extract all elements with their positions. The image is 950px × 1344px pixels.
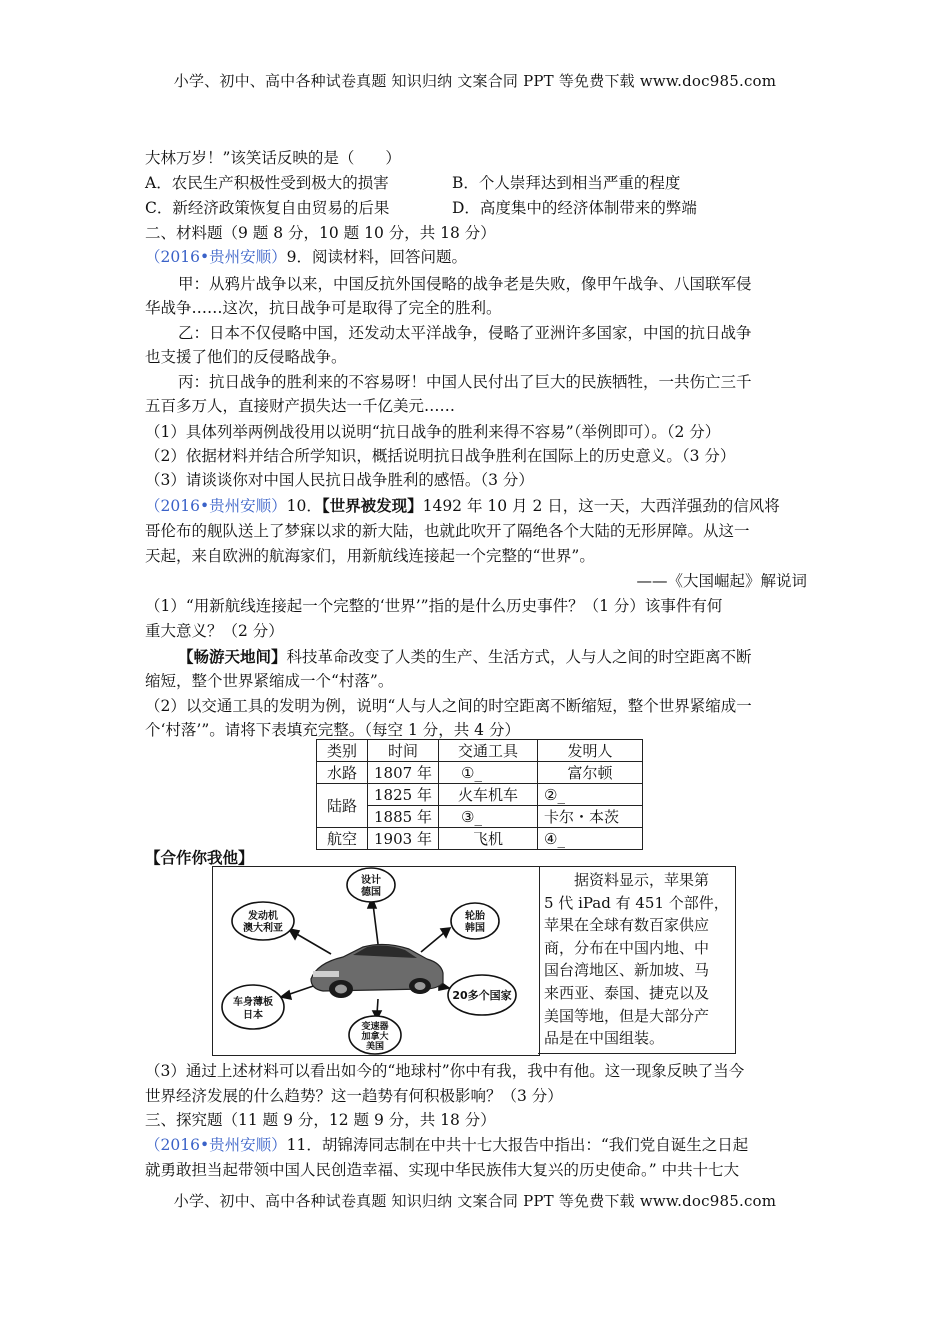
section-2-heading: 二、材料题（9 题 8 分，10 题 10 分，共 18 分） xyxy=(145,224,496,242)
q9-sub-2: （2）依据材料并结合所学知识，概括说明抗日战争胜利在国际上的历史意义。（3 分） xyxy=(145,447,736,465)
q9-yi-2: 也支援了他们的反侵略战争。 xyxy=(145,348,347,366)
q9-title: 9．阅读材料，回答问题。 xyxy=(286,248,467,266)
q11-line-1 xyxy=(145,1133,748,1155)
q9-jia-2: 华战争……这次，抗日战争可是取得了完全的胜利。 xyxy=(145,299,502,317)
q9-bing-2: 五百多万人，直接财产损失达一千亿美元…… xyxy=(145,397,456,415)
q10-para1-b: 哥伦布的舰队送上了梦寐以求的新大陆，也就此吹开了隔绝各个大陆的无形屏障。从这一 xyxy=(145,522,750,540)
q9-sub-3: （3）请谈谈你对中国人民抗日战争胜利的感悟。（3 分） xyxy=(145,471,534,489)
ipad-text-box xyxy=(538,866,736,1054)
q10-quote-source: ——《大国崛起》解说词 xyxy=(636,572,807,590)
table-cell: 飞机 xyxy=(439,828,538,850)
arrow-design xyxy=(373,904,378,944)
table-cell: 1903 年 xyxy=(368,828,439,850)
q10-tag-coop: 【合作你我他】 xyxy=(145,848,254,867)
box-line: 国台湾地区、新加坡、马 xyxy=(544,961,710,980)
q10-source: （2016•贵州安顺） xyxy=(145,497,287,515)
label-design-2: 德国 xyxy=(361,887,381,898)
q10-sub1-a: （1）“用新航线连接起一个完整的‘世界’”指的是什么历史事件？（1 分）该事件有何 xyxy=(145,597,723,615)
label-body-1: 车身薄板 xyxy=(233,997,273,1008)
q10-sub2-b: 个‘村落’”。请将下表填充完整。（每空 1 分，共 4 分） xyxy=(145,721,520,739)
table-header-cell: 发明人 xyxy=(538,740,643,762)
table-header-cell: 类别 xyxy=(317,740,368,762)
q10-para1-a: 1492 年 10 月 2 日，这一天，大西洋强劲的信风将 xyxy=(422,497,780,515)
q10-tag-world: 【世界被发现】 xyxy=(321,496,423,515)
q11-text-a: 11．胡锦涛同志制在中共十七大报告中指出：“我们党自诞生之日起 xyxy=(286,1136,749,1154)
box-line: 5 代 iPad 有 451 个部件， xyxy=(544,893,729,912)
q9-jia-1: 甲：从鸦片战争以来，中国反抗外国侵略的战争老是失败，像甲午战争、八国联军侵 xyxy=(178,275,752,293)
q8-option-d: D．高度集中的经济体制带来的弊端 xyxy=(452,199,697,217)
label-trans-1: 变速器 xyxy=(361,1022,389,1032)
table-cell: 1825 年 xyxy=(368,784,439,806)
transport-table xyxy=(316,739,643,850)
table-cell: 陆路 xyxy=(317,784,368,828)
table-blank-cell: ①_ xyxy=(439,762,538,784)
table-row xyxy=(317,784,643,806)
arrow-tyre xyxy=(421,932,445,952)
table-row xyxy=(317,762,643,784)
q10-sub2-a: （2）以交通工具的发明为例，说明“人与人之间的时空距离不断缩短，整个世界紧缩成一 xyxy=(145,697,752,715)
table-cell: 1885 年 xyxy=(368,806,439,828)
q8-option-c: C．新经济政策恢复自由贸易的后果 xyxy=(145,199,390,217)
box-line: 来西亚、泰国、捷克以及 xyxy=(544,983,710,1002)
table-header-cell: 交通工具 xyxy=(439,740,538,762)
q9-title-line xyxy=(145,245,467,267)
table-cell: 卡尔・本茨 xyxy=(538,806,643,828)
car-icon xyxy=(311,944,443,998)
q8-option-b: B．个人崇拜达到相当严重的程度 xyxy=(452,174,681,192)
box-line: 美国等地，但是大部分产 xyxy=(544,1006,710,1025)
q9-source: （2016•贵州安顺） xyxy=(145,248,287,266)
box-line: 品是在中国组装。 xyxy=(544,1029,665,1048)
q9-sub-1: （1）具体列举两例战役用以说明“抗日战争的胜利来得不容易”（举例即可）。（2 分） xyxy=(145,423,721,441)
label-20-countries: 20多个国家 xyxy=(452,989,512,1002)
table-cell: 水路 xyxy=(317,762,368,784)
table-blank-cell: ④_ xyxy=(538,828,643,850)
q11-text-b: 就勇敢担当起带领中国人民创造幸福、实现中华民族伟大复兴的历史使命。” 中共十七大 xyxy=(145,1161,740,1179)
q8-stem: 大林万岁！”该笑话反映的是（ ） xyxy=(145,149,401,167)
table-header-cell: 时间 xyxy=(368,740,439,762)
q10-sub1-b: 重大意义？（2 分） xyxy=(145,622,284,640)
label-tyre-2: 韩国 xyxy=(465,923,485,934)
q10-para2-b: 缩短，整个世界紧缩成一个“村落”。 xyxy=(145,672,394,690)
section-3-heading: 三、探究题（11 题 9 分，12 题 9 分，共 18 分） xyxy=(145,1111,496,1129)
label-body-2: 日本 xyxy=(243,1010,263,1021)
q10-line-1 xyxy=(145,494,780,516)
table-cell: 富尔顿 xyxy=(538,762,643,784)
label-engine-2: 澳大利亚 xyxy=(243,923,283,934)
table-cell: 火车机车 xyxy=(439,784,538,806)
q10-para1-c: 天起，来自欧洲的航海家们，用新航线连接起一个完整的“世界”。 xyxy=(145,547,595,565)
q10-sub3-a: （3）通过上述材料可以看出如今的“地球村”你中有我，我中有他。这一现象反映了当今 xyxy=(145,1062,745,1080)
arrow-engine xyxy=(295,933,331,954)
q10-sub3-b: 世界经济发展的什么趋势？这一趋势有何积极影响？（3 分） xyxy=(145,1087,563,1105)
q10-para2-a: 科技革命改变了人类的生产、生活方式，人与人之间的时空距离不断 xyxy=(286,648,752,666)
box-line: 商，分布在中国内地、中 xyxy=(544,938,710,957)
arrow-head xyxy=(281,991,291,999)
car-supply-diagram xyxy=(212,866,540,1056)
label-design-1: 设计 xyxy=(361,875,381,886)
label-engine-1: 发动机 xyxy=(248,911,278,922)
box-line: 苹果在全球有数百家供应 xyxy=(544,916,710,935)
label-trans-3: 美国 xyxy=(365,1042,385,1052)
table-cell: 1807 年 xyxy=(368,762,439,784)
page-header: 小学、初中、高中各种试卷真题 知识归纳 文案合同 PPT 等免费下载 www.doc985.com xyxy=(173,72,777,90)
q8-option-a: A．农民生产积极性受到极大的损害 xyxy=(145,174,389,192)
box-line: 据资料显示，苹果第 xyxy=(544,871,710,889)
q10-para2-a-line xyxy=(178,645,752,667)
label-trans-2: 加拿大 xyxy=(361,1032,389,1042)
q9-yi-1: 乙：日本不仅侵略中国，还发动太平洋战争，侵略了亚洲许多国家，中国的抗日战争 xyxy=(178,324,752,342)
q10-number: 10． xyxy=(286,497,322,515)
table-row xyxy=(317,828,643,850)
q9-bing-1: 丙：抗日战争的胜利来的不容易呀！中国人民付出了巨大的民族牺牲，一共伤亡三千 xyxy=(178,373,752,391)
arrow-head xyxy=(441,928,450,937)
table-blank-cell: ②_ xyxy=(538,784,643,806)
table-header-row xyxy=(317,740,643,762)
q11-source: （2016•贵州安顺） xyxy=(145,1136,287,1154)
q10-tag-travel: 【畅游天地间】 xyxy=(178,647,287,666)
table-cell: 航空 xyxy=(317,828,368,850)
label-tyre-1: 轮胎 xyxy=(465,911,485,922)
table-blank-cell: ③_ xyxy=(439,806,538,828)
page-footer: 小学、初中、高中各种试卷真题 知识归纳 文案合同 PPT 等免费下载 www.doc985.com xyxy=(173,1192,777,1210)
